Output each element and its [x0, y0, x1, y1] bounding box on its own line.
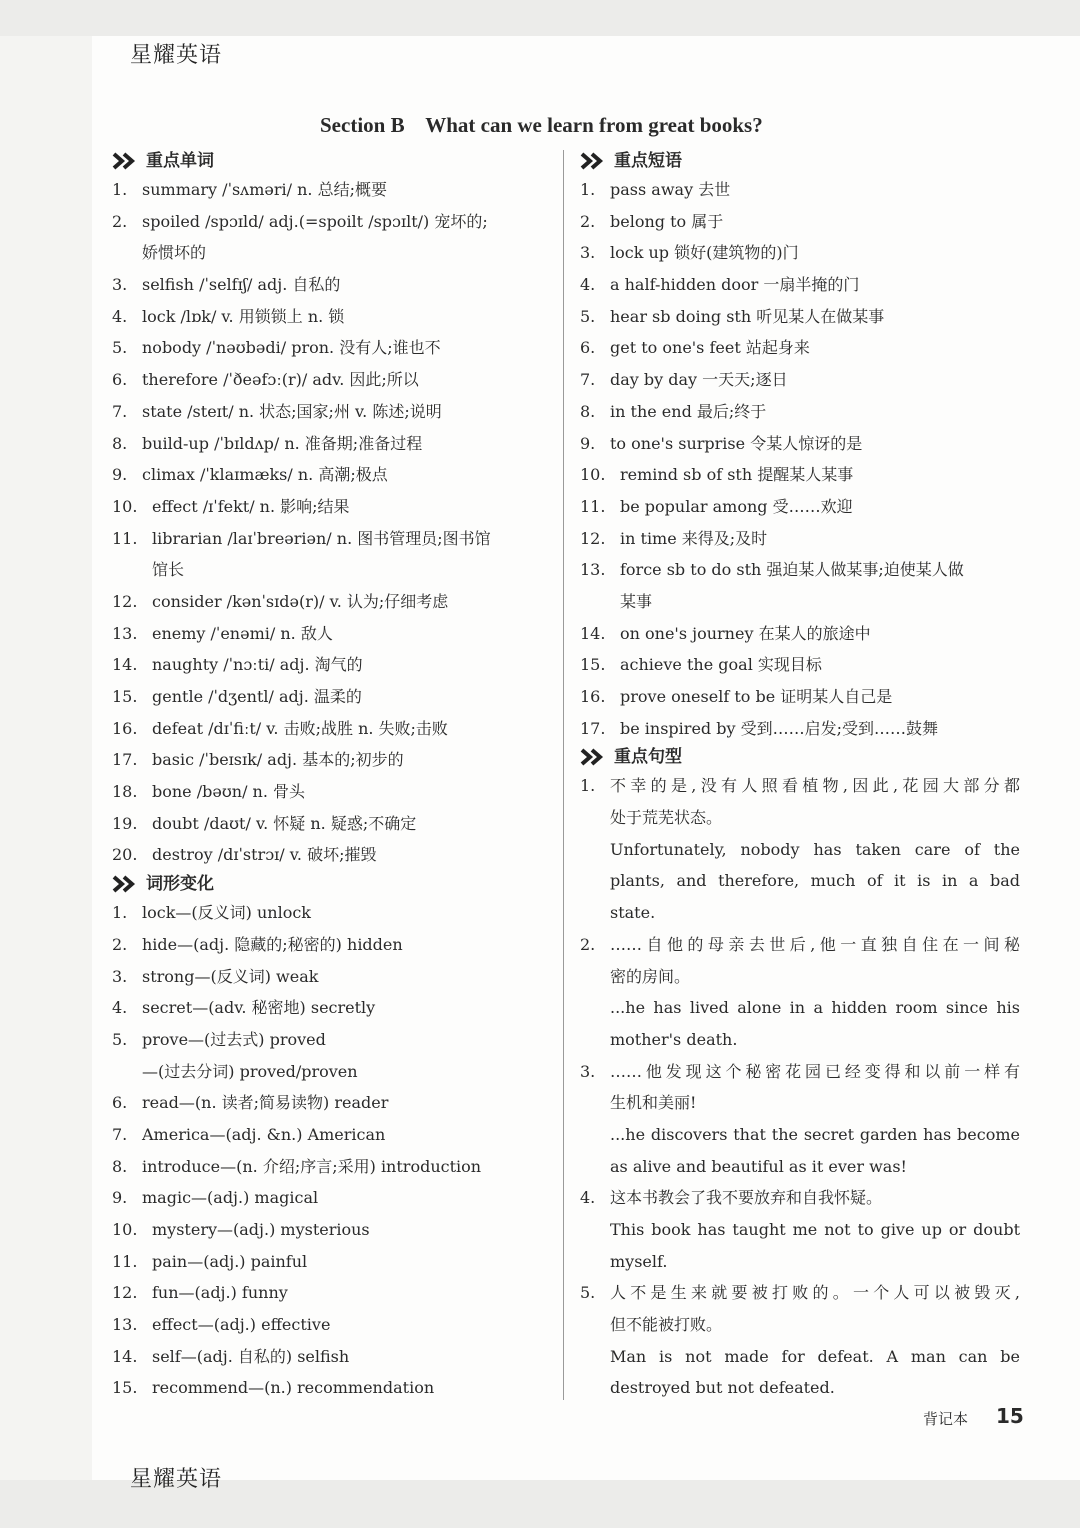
- item-text: prove—(过去式) proved: [142, 1029, 326, 1049]
- list-item: [112, 744, 552, 776]
- item-text: gentle /ˈdʒentl/ adj. 温柔的: [152, 687, 362, 706]
- item-number: 3.: [112, 275, 128, 295]
- list-item: [112, 364, 552, 396]
- item-text: strong—(反义词) weak: [142, 966, 319, 986]
- list-item: [580, 1372, 1020, 1404]
- list-item: [112, 1309, 552, 1341]
- item-text: 生机和美丽!: [610, 1093, 697, 1113]
- item-text: 人不是生来就要被打败的。一个人可以被毁灭,: [610, 1283, 1020, 1303]
- item-text: destroyed but not defeated.: [610, 1378, 835, 1398]
- list-item: [112, 301, 552, 333]
- item-text: on one's journey 在某人的旅途中: [620, 623, 871, 643]
- item-number: 5.: [112, 338, 128, 358]
- item-text: myself.: [610, 1251, 668, 1271]
- item-text: prove oneself to be 证明某人自己是: [620, 687, 893, 706]
- list-item: [580, 897, 1020, 929]
- item-text: ...he discovers that the secret garden has become: [610, 1124, 1020, 1144]
- item-number: 1.: [112, 180, 128, 199]
- list-item: [112, 839, 552, 871]
- list-item: [112, 1087, 552, 1119]
- list-item: [112, 206, 552, 238]
- list-item: [580, 459, 1020, 491]
- list-item: [580, 332, 1020, 364]
- column-divider: [563, 150, 564, 1400]
- sentences-list: [580, 770, 1020, 1404]
- item-text: Unfortunately, nobody has taken care of the: [610, 839, 1020, 859]
- item-number: 4.: [580, 275, 596, 295]
- forms-list: [112, 897, 552, 1404]
- section-heading-label: 重点句型: [614, 747, 682, 768]
- item-number: 7.: [580, 370, 596, 390]
- item-text: nobody /ˈnəʊbədi/ pron. 没有人;谁也不: [142, 338, 441, 358]
- list-item: [112, 808, 552, 840]
- item-text: build-up /ˈbɪldʌp/ n. 准备期;准备过程: [142, 433, 423, 453]
- item-number: 10.: [580, 465, 606, 485]
- section-heading-words: [112, 148, 552, 174]
- list-item: [112, 681, 552, 713]
- item-text: naughty /ˈnɔːti/ adj. 淘气的: [152, 655, 363, 675]
- list-item: [580, 802, 1020, 834]
- list-item: [580, 206, 1020, 238]
- item-number: 15.: [112, 1378, 138, 1398]
- item-text: a half-hidden door 一扇半掩的门: [610, 275, 860, 295]
- item-text: effect /ɪˈfekt/ n. 影响;结果: [152, 496, 350, 516]
- list-item: [112, 992, 552, 1024]
- list-item: [580, 1341, 1020, 1373]
- item-number: 16.: [580, 687, 606, 706]
- item-number: 5.: [580, 306, 596, 326]
- list-item: [580, 1024, 1020, 1056]
- page-title: Section B What can we learn from great books?: [320, 113, 763, 137]
- item-text: 娇惯坏的: [142, 243, 207, 263]
- list-item: [112, 396, 552, 428]
- item-text: destroy /dɪˈstrɔɪ/ v. 破坏;摧毁: [152, 845, 377, 865]
- list-item: [112, 1277, 552, 1309]
- list-item: [580, 586, 1020, 618]
- item-number: 14.: [580, 623, 606, 643]
- item-text: climax /ˈklaɪmæks/ n. 高潮;极点: [142, 465, 388, 485]
- list-item: [112, 174, 552, 206]
- item-number: 3.: [580, 1061, 596, 1081]
- item-number: 8.: [580, 401, 596, 421]
- list-item: [580, 1309, 1020, 1341]
- list-item: [580, 770, 1020, 802]
- double-chevron-icon: [112, 874, 140, 894]
- list-item: [580, 681, 1020, 713]
- item-number: 4.: [112, 306, 128, 326]
- list-item: [580, 618, 1020, 650]
- item-text: in the end 最后;终于: [610, 401, 767, 421]
- item-text: —(过去分词) proved/proven: [142, 1061, 358, 1081]
- item-text: basic /ˈbeɪsɪk/ adj. 基本的;初步的: [152, 750, 404, 770]
- list-item: [112, 332, 552, 364]
- item-number: 5.: [112, 1029, 128, 1049]
- item-text: defeat /dɪˈfiːt/ v. 击败;战胜 n. 失败;击败: [152, 718, 448, 738]
- page-number: 15: [996, 1404, 1024, 1428]
- list-item: [580, 428, 1020, 460]
- footer-label: 背记本: [923, 1410, 969, 1428]
- item-text: America—(adj. &n.) American: [142, 1124, 386, 1144]
- list-item: [580, 1277, 1020, 1309]
- item-text: remind sb of sth 提醒某人某事: [620, 465, 854, 485]
- item-text: as alive and beautiful as it ever was!: [610, 1156, 907, 1176]
- item-text: enemy /ˈenəmi/ n. 敌人: [152, 623, 333, 643]
- item-number: 9.: [112, 1188, 128, 1208]
- item-number: 19.: [112, 813, 138, 833]
- list-item: [580, 961, 1020, 993]
- item-text: 馆长: [152, 560, 185, 580]
- list-item: [112, 649, 552, 681]
- list-item: [112, 1372, 552, 1404]
- item-text: fun—(adj.) funny: [152, 1283, 288, 1303]
- list-item: [580, 301, 1020, 333]
- item-text: day by day 一天天;逐日: [610, 370, 788, 390]
- item-number: 20.: [112, 845, 138, 865]
- item-text: ……自他的母亲去世后,他一直独自住在一间秘: [610, 934, 1020, 954]
- item-number: 6.: [112, 370, 128, 390]
- list-item: [112, 1056, 552, 1088]
- item-text: 但不能被打败。: [610, 1315, 723, 1335]
- list-item: [112, 1024, 552, 1056]
- item-text: 密的房间。: [610, 966, 691, 986]
- list-item: [580, 1056, 1020, 1088]
- list-item: [112, 459, 552, 491]
- list-item: [580, 237, 1020, 269]
- item-text: be popular among 受……欢迎: [620, 496, 853, 516]
- item-number: 17.: [580, 718, 606, 738]
- list-item: [112, 269, 552, 301]
- brand-watermark-bottom: 星耀英语: [130, 1467, 223, 1492]
- item-text: therefore /ˈðeəfɔː(r)/ adv. 因此;所以: [142, 370, 419, 390]
- top-margin-band: [0, 0, 1080, 36]
- left-column: [112, 148, 552, 1404]
- item-text: to one's surprise 令某人惊讶的是: [610, 433, 863, 453]
- item-number: 11.: [112, 528, 138, 548]
- double-chevron-icon: [580, 151, 608, 171]
- item-number: 16.: [112, 718, 138, 738]
- item-text: bone /bəʊn/ n. 骨头: [152, 782, 306, 802]
- item-number: 12.: [580, 528, 606, 548]
- item-text: belong to 属于: [610, 211, 724, 231]
- list-item: [580, 929, 1020, 961]
- item-text: read—(n. 读者;简易读物) reader: [142, 1093, 389, 1113]
- item-text: get to one's feet 站起身来: [610, 338, 810, 358]
- section-heading-label: 重点短语: [614, 151, 682, 171]
- item-text: doubt /daʊt/ v. 怀疑 n. 疑惑;不确定: [152, 813, 417, 833]
- list-item: [580, 834, 1020, 866]
- item-text: pass away 去世: [610, 180, 731, 199]
- item-number: 7.: [112, 401, 128, 421]
- item-number: 12.: [112, 591, 138, 611]
- double-chevron-icon: [112, 151, 140, 171]
- item-number: 3.: [112, 966, 128, 986]
- item-text: magic—(adj.) magical: [142, 1188, 319, 1208]
- item-text: 处于荒芜状态。: [610, 808, 723, 828]
- item-text: plants, and therefore, much of it is in a bad: [610, 871, 1020, 891]
- item-text: 这本书教会了我不要放弃和自我怀疑。: [610, 1188, 883, 1208]
- item-number: 7.: [112, 1124, 128, 1144]
- item-number: 3.: [580, 243, 596, 263]
- brand-watermark-top: 星耀英语: [130, 43, 223, 68]
- item-number: 2.: [580, 934, 596, 954]
- item-number: 14.: [112, 655, 138, 675]
- double-chevron-icon: [580, 747, 608, 767]
- list-item: [112, 586, 552, 618]
- item-number: 13.: [112, 623, 138, 643]
- item-number: 9.: [580, 433, 596, 453]
- list-item: [112, 1246, 552, 1278]
- item-text: self—(adj. 自私的) selfish: [152, 1346, 350, 1366]
- list-item: [112, 1214, 552, 1246]
- item-text: pain—(adj.) painful: [152, 1251, 308, 1271]
- list-item: [580, 491, 1020, 523]
- item-text: recommend—(n.) recommendation: [152, 1378, 435, 1398]
- section-heading-label: 重点单词: [146, 151, 214, 171]
- item-text: state.: [610, 903, 656, 923]
- phrases-list: [580, 174, 1020, 744]
- list-item: [580, 269, 1020, 301]
- section-heading-sentences: [580, 744, 1020, 770]
- section-heading-label: 词形变化: [146, 874, 214, 895]
- item-number: 5.: [580, 1283, 596, 1303]
- item-number: 4.: [112, 998, 128, 1018]
- item-number: 1.: [112, 903, 128, 923]
- item-text: Man is not made for defeat. A man can be: [610, 1346, 1020, 1366]
- section-heading-phrases: [580, 148, 1020, 174]
- item-number: 18.: [112, 782, 138, 802]
- item-text: librarian /laɪˈbreəriən/ n. 图书管理员;图书馆: [152, 528, 491, 548]
- list-item: [112, 961, 552, 993]
- item-text: ...he has lived alone in a hidden room since his: [610, 998, 1020, 1018]
- list-item: [112, 1151, 552, 1183]
- item-text: be inspired by 受到……启发;受到……鼓舞: [620, 718, 938, 738]
- list-item: [112, 1341, 552, 1373]
- item-number: 1.: [580, 776, 596, 796]
- list-item: [112, 776, 552, 808]
- item-text: summary /ˈsʌməri/ n. 总结;概要: [142, 180, 387, 199]
- list-item: [112, 491, 552, 523]
- item-text: lock up 锁好(建筑物的)门: [610, 243, 799, 263]
- list-item: [112, 929, 552, 961]
- list-item: [580, 1246, 1020, 1278]
- item-number: 11.: [580, 496, 606, 516]
- item-text: secret—(adv. 秘密地) secretly: [142, 998, 376, 1018]
- item-number: 4.: [580, 1188, 596, 1208]
- list-item: [112, 554, 552, 586]
- list-item: [580, 396, 1020, 428]
- item-number: 17.: [112, 750, 138, 770]
- list-item: [580, 713, 1020, 745]
- item-text: hear sb doing sth 听见某人在做某事: [610, 306, 885, 326]
- item-number: 15.: [580, 655, 606, 675]
- item-number: 10.: [112, 496, 138, 516]
- item-text: mystery—(adj.) mysterious: [152, 1220, 370, 1239]
- item-text: introduce—(n. 介绍;序言;采用) introduction: [142, 1156, 482, 1176]
- list-item: [112, 1182, 552, 1214]
- item-text: consider /kənˈsɪdə(r)/ v. 认为;仔细考虑: [152, 591, 449, 611]
- item-text: in time 来得及;及时: [620, 528, 768, 548]
- item-text: state /steɪt/ n. 状态;国家;州 v. 陈述;说明: [142, 401, 442, 421]
- list-item: [580, 1119, 1020, 1151]
- words-list: [112, 174, 552, 871]
- list-item: [580, 554, 1020, 586]
- section-heading-forms: [112, 871, 552, 897]
- list-item: [580, 865, 1020, 897]
- list-item: [580, 1087, 1020, 1119]
- list-item: [580, 1214, 1020, 1246]
- item-text: effect—(adj.) effective: [152, 1315, 331, 1335]
- item-text: This book has taught me not to give up or doubt: [610, 1220, 1020, 1239]
- list-item: [112, 523, 552, 555]
- item-number: 2.: [112, 211, 128, 231]
- item-text: achieve the goal 实现目标: [620, 655, 822, 675]
- list-item: [580, 174, 1020, 206]
- list-item: [580, 364, 1020, 396]
- item-text: force sb to do sth 强迫某人做某事;迫使某人做: [620, 560, 964, 580]
- item-number: 8.: [112, 1156, 128, 1176]
- item-text: lock /lɒk/ v. 用锁锁上 n. 锁: [142, 306, 345, 326]
- item-number: 13.: [580, 560, 606, 580]
- list-item: [580, 649, 1020, 681]
- item-text: mother's death.: [610, 1029, 738, 1049]
- item-number: 6.: [112, 1093, 128, 1113]
- item-number: 9.: [112, 465, 128, 485]
- item-text: 不幸的是,没有人照看植物,因此,花园大部分都: [610, 776, 1020, 796]
- item-text: spoiled /spɔɪld/ adj.(=spoilt /spɔɪlt/) 宠坏的;: [142, 211, 488, 231]
- item-number: 2.: [112, 934, 128, 954]
- list-item: [112, 618, 552, 650]
- item-text: selfish /ˈselfɪʃ/ adj. 自私的: [142, 275, 341, 295]
- list-item: [112, 713, 552, 745]
- list-item: [112, 237, 552, 269]
- item-number: 1.: [580, 180, 596, 199]
- list-item: [112, 897, 552, 929]
- list-item: [580, 992, 1020, 1024]
- list-item: [112, 1119, 552, 1151]
- item-text: 某事: [620, 591, 653, 611]
- list-item: [112, 428, 552, 460]
- item-number: 2.: [580, 211, 596, 231]
- list-item: [580, 1182, 1020, 1214]
- item-number: 8.: [112, 433, 128, 453]
- right-column: [580, 148, 1020, 1404]
- item-number: 14.: [112, 1346, 138, 1366]
- item-text: ……他发现这个秘密花园已经变得和以前一样有: [610, 1061, 1020, 1081]
- item-number: 12.: [112, 1283, 138, 1303]
- item-number: 10.: [112, 1220, 138, 1239]
- list-item: [580, 523, 1020, 555]
- item-text: hide—(adj. 隐藏的;秘密的) hidden: [142, 934, 403, 954]
- item-number: 11.: [112, 1251, 138, 1271]
- list-item: [580, 1151, 1020, 1183]
- item-text: lock—(反义词) unlock: [142, 903, 311, 923]
- item-number: 13.: [112, 1315, 138, 1335]
- item-number: 15.: [112, 687, 138, 706]
- item-number: 6.: [580, 338, 596, 358]
